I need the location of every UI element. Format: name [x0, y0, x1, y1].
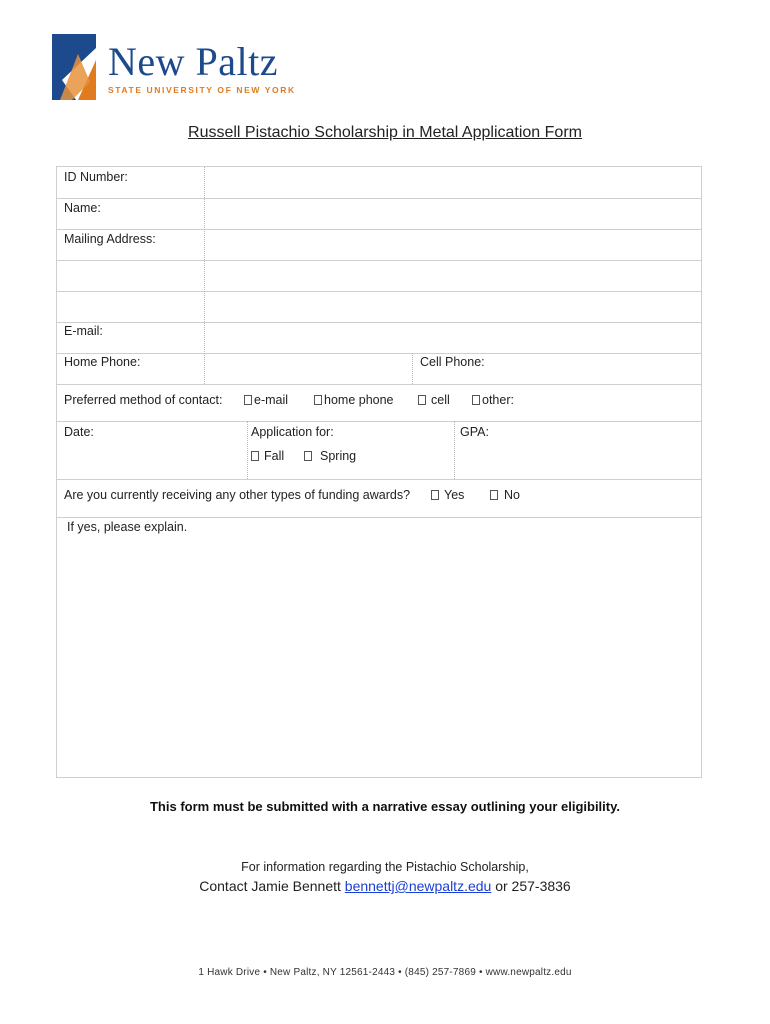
checkbox-icon[interactable] [431, 490, 439, 500]
gpa-label: GPA: [460, 425, 489, 439]
contact-option-home-phone[interactable]: home phone [314, 393, 394, 407]
logo-subtitle: STATE UNIVERSITY OF NEW YORK [108, 85, 296, 95]
name-label: Name: [64, 201, 101, 215]
form-title: Russell Pistachio Scholarship in Metal Application Form [188, 124, 582, 141]
checkbox-icon[interactable] [490, 490, 498, 500]
contact-prefix: Contact Jamie Bennett [199, 878, 345, 894]
explain-field[interactable] [57, 518, 701, 777]
contact-option-email[interactable]: e-mail [244, 393, 288, 407]
checkbox-icon[interactable] [251, 451, 259, 461]
funding-option-no[interactable]: No [490, 488, 520, 502]
term-option-spring[interactable]: Spring [304, 449, 356, 463]
home-phone-label: Home Phone: [64, 355, 141, 369]
explain-label: If yes, please explain. [67, 520, 188, 534]
application-form [56, 166, 702, 778]
essay-requirement-notice: This form must be submitted with a narrative essay outlining your eligibility. [149, 799, 620, 814]
mailing-address-field-3[interactable] [57, 292, 701, 322]
checkbox-icon[interactable] [244, 395, 252, 405]
email-field[interactable] [205, 323, 701, 353]
info-line-1: For information regarding the Pistachio Scholarship, [241, 860, 529, 874]
contact-suffix: or 257-3836 [491, 878, 571, 894]
checkbox-icon[interactable] [304, 451, 312, 461]
contact-option-other[interactable]: other: [472, 393, 514, 407]
mailing-address-label: Mailing Address: [64, 232, 156, 246]
info-line-2 [0, 878, 770, 894]
id-number-field[interactable] [205, 167, 701, 198]
email-label: E-mail: [64, 324, 103, 338]
id-number-label: ID Number: [64, 170, 128, 184]
home-phone-field[interactable] [204, 353, 410, 382]
funding-question: Are you currently receiving any other types of funding awards? [64, 488, 411, 502]
contact-option-cell[interactable]: cell [418, 393, 450, 407]
name-field[interactable] [205, 199, 701, 229]
contact-email-link[interactable]: bennettj@newpaltz.edu [344, 878, 492, 894]
cell-phone-label: Cell Phone: [420, 355, 485, 369]
logo-name: New Paltz [108, 39, 279, 84]
application-for-label: Application for: [251, 425, 334, 439]
mailing-address-field-2[interactable] [57, 261, 701, 291]
preferred-contact-label: Preferred method of contact: [64, 393, 223, 407]
term-option-fall[interactable]: Fall [251, 449, 284, 463]
checkbox-icon[interactable] [314, 395, 322, 405]
checkbox-icon[interactable] [472, 395, 480, 405]
mailing-address-field-1[interactable] [205, 230, 701, 260]
logo-mark-icon [52, 34, 96, 100]
date-label: Date: [64, 425, 94, 439]
address-footer: 1 Hawk Drive • New Paltz, NY 12561-2443 • (845) 257-7869 • www.newpaltz.edu [198, 967, 572, 978]
checkbox-icon[interactable] [418, 395, 426, 405]
funding-option-yes[interactable]: Yes [431, 488, 464, 502]
